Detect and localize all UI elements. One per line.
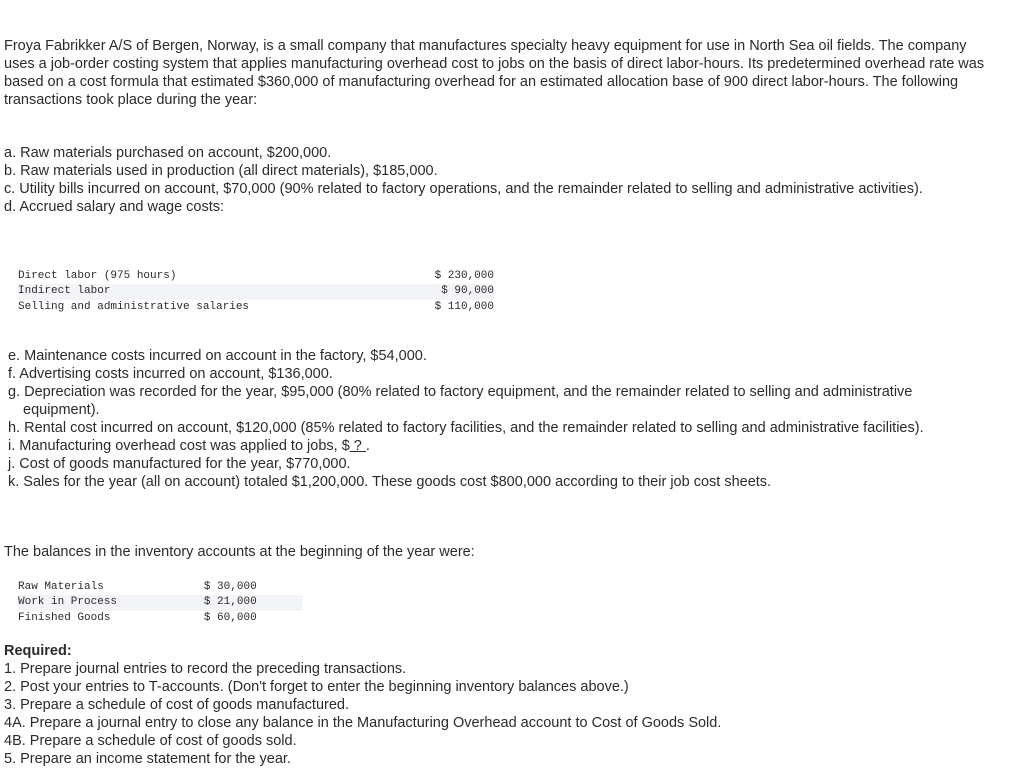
inventory-table	[18, 580, 303, 626]
required-list	[4, 660, 994, 768]
problem-intro: Froya Fabrikker A/S of Bergen, Norway, is a small company that manufactures specialty heavy equipment for use in North Sea oil fields. The company uses a job-order costing system that applies manufacturing overhead cost to jobs on the basis of direct labor-hours. Its predetermined overhead rate was based on a cost formula that estimated $360,000 of manufacturing overhead for an estimated allocation base of 900 direct labor-hours. The following transactions took place during the year:	[4, 38, 985, 108]
transaction-b: b. Raw materials used in production (all direct materials), $185,000.	[4, 163, 438, 179]
required-item: 1. Prepare journal entries to record the preceding transactions.	[4, 661, 407, 677]
transaction-k: k. Sales for the year (all on account) totaled $1,200,000. These goods cost $800,000 according to their job cost sheets.	[8, 474, 772, 490]
wages-row	[18, 269, 494, 284]
wages-amount: $ 230,000	[434, 270, 494, 282]
transaction-a: a. Raw materials purchased on account, $200,000.	[4, 145, 332, 161]
wages-row	[18, 300, 494, 315]
required-item: 2. Post your entries to T-accounts. (Don't forget to enter the beginning inventory balances above.)	[4, 679, 629, 695]
wages-label: Indirect labor	[18, 284, 397, 299]
required-item: 4A. Prepare a journal entry to close any balance in the Manufacturing Overhead account to Cost of Goods Sold.	[4, 715, 722, 731]
transactions-list-e-k	[8, 347, 988, 491]
inventory-row	[18, 611, 303, 626]
inventory-label: Work in Process	[18, 595, 204, 610]
transaction-i	[8, 437, 988, 455]
inventory-label: Finished Goods	[18, 611, 111, 624]
inventory-amount: $ 30,000	[203, 581, 257, 593]
required-heading: Required:	[4, 643, 72, 659]
transaction-i-end: .	[365, 438, 370, 454]
wages-amount: $ 90,000	[397, 284, 494, 299]
balances-intro: The balances in the inventory accounts at the beginning of the year were:	[4, 544, 475, 560]
wages-amount: $ 110,000	[434, 300, 494, 313]
inventory-row	[18, 580, 303, 595]
transaction-f: f. Advertising costs incurred on account, $136,000.	[8, 366, 333, 382]
wages-table	[18, 269, 494, 315]
transaction-c: c. Utility bills incurred on account, $70,000 (90% related to factory operations, and the remainder related to selling and administrative activities).	[4, 181, 923, 197]
inventory-row	[18, 595, 303, 610]
transaction-d: d. Accrued salary and wage costs:	[4, 199, 225, 215]
inventory-label: Raw Materials	[18, 581, 104, 593]
transaction-h: h. Rental cost incurred on account, $120,000 (85% related to factory facilities, and the remainder related to selling and administrative facilities).	[8, 420, 924, 436]
inventory-amount: $ 21,000	[204, 595, 303, 610]
wages-row	[18, 284, 494, 299]
required-item: 3. Prepare a schedule of cost of goods manufactured.	[4, 697, 349, 713]
inventory-amount: $ 60,000	[203, 611, 257, 624]
transaction-i-text: i. Manufacturing overhead cost was applied to jobs, $	[8, 438, 350, 454]
transaction-j: j. Cost of goods manufactured for the year, $770,000.	[8, 456, 351, 472]
wages-label: Selling and administrative salaries	[18, 300, 250, 313]
transaction-e: e. Maintenance costs incurred on account in the factory, $54,000.	[8, 348, 427, 364]
transaction-g: g. Depreciation was recorded for the year, $95,000 (80% related to factory equipment, and the remainder related to selling and administrative equipment).	[8, 384, 913, 418]
required-item: 4B. Prepare a schedule of cost of goods sold.	[4, 733, 297, 749]
overhead-applied-blank: ?	[349, 438, 366, 454]
transactions-list-a-d	[4, 144, 994, 216]
required-item: 5. Prepare an income statement for the year.	[4, 751, 291, 767]
wages-label: Direct labor (975 hours)	[18, 270, 177, 282]
